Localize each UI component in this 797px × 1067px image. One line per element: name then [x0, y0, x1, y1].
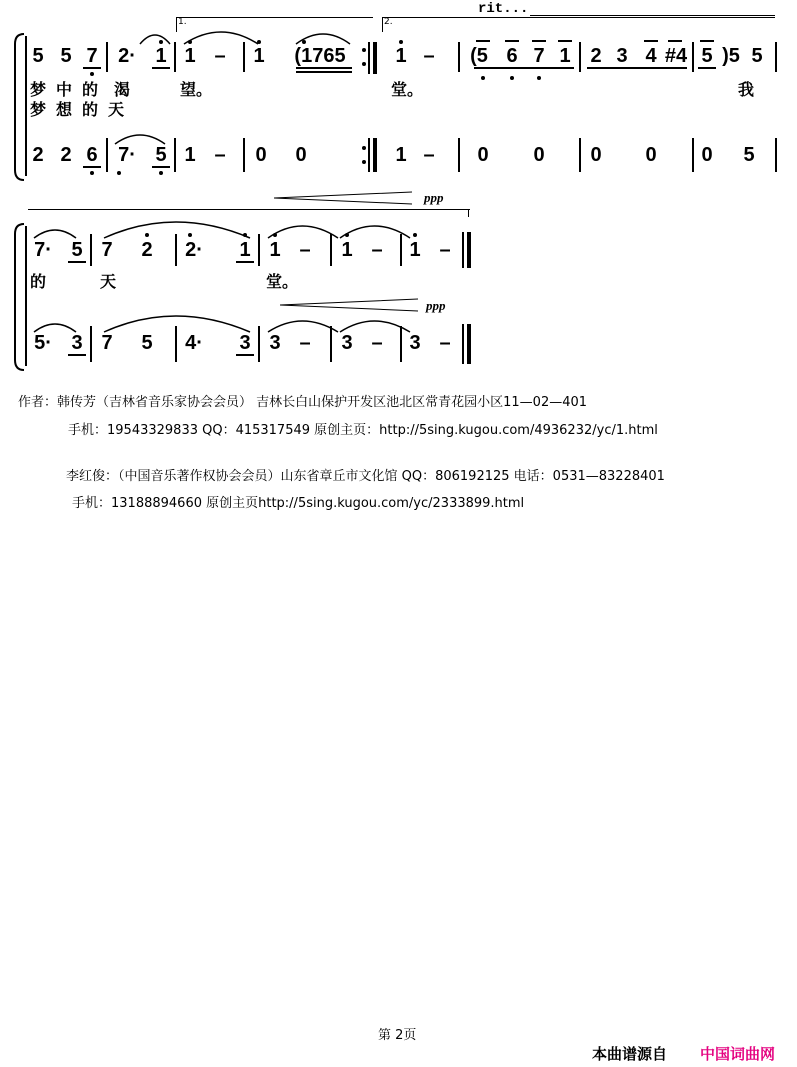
note: – [299, 332, 311, 354]
slur [105, 20, 185, 48]
note: 5 [32, 45, 44, 67]
note: 0 [590, 144, 602, 166]
underline [698, 67, 716, 69]
lyric: 的 [82, 80, 99, 99]
note: 1 [184, 45, 196, 67]
system-start-line [25, 226, 27, 366]
note: 1 [395, 45, 407, 67]
barline [90, 326, 92, 362]
note: – [371, 332, 383, 354]
source-label: 本曲谱源自 [592, 1045, 668, 1063]
overbar [476, 40, 490, 42]
note: )5 [722, 45, 740, 67]
slur [288, 20, 368, 48]
final-barline-thick [467, 324, 471, 364]
repeat-barline [368, 138, 370, 172]
dynamic-ppp: ppp [424, 190, 444, 205]
credit-author-2-contact: 手机：13188894660 原创主页http://5sing.kugou.com/yc/2333899.html [72, 496, 525, 511]
note: 7 [86, 45, 98, 67]
slur [100, 212, 260, 242]
repeat-dot [362, 48, 366, 52]
octave-dot-low [90, 72, 94, 76]
note: 2· [118, 45, 136, 67]
note: 4 [645, 45, 657, 67]
system-bracket [12, 32, 26, 182]
repeat-barline [368, 42, 370, 74]
note: 1 [184, 144, 196, 166]
note: (5 [470, 45, 488, 67]
slur [30, 312, 90, 336]
underline [68, 354, 86, 356]
overbar [505, 40, 519, 42]
credit-author-1-contact: 手机：19543329833 QQ：415317549 原创主页：http://5sing.kugou.com/4936232/yc/1.html [68, 423, 658, 438]
underline [236, 261, 254, 263]
barline [458, 138, 460, 172]
underline [296, 71, 352, 73]
note: 5 [141, 332, 153, 354]
tempo-mark: rit... [478, 1, 529, 17]
note: 1 [253, 45, 265, 67]
note: 3 [71, 332, 83, 354]
note: 1 [409, 239, 421, 261]
note: 7 [101, 239, 113, 261]
note: – [423, 144, 435, 166]
overbar [532, 40, 546, 42]
barline [243, 138, 245, 172]
crescendo-hairpin [272, 190, 422, 210]
repeat-barline-thick [373, 42, 377, 74]
slur [30, 218, 90, 242]
note: 5 [743, 144, 755, 166]
lyric: 想 [56, 100, 73, 119]
slur [176, 20, 286, 48]
slur [336, 214, 416, 242]
note: 0 [701, 144, 713, 166]
slur [105, 122, 185, 148]
final-barline [462, 324, 464, 364]
slur [264, 310, 344, 336]
note: 3 [409, 332, 421, 354]
note: – [214, 144, 226, 166]
lyric: 天 [100, 272, 117, 291]
octave-dot-low [90, 171, 94, 175]
note: – [371, 239, 383, 261]
note: 6 [86, 144, 98, 166]
note: 2 [141, 239, 153, 261]
overbar [558, 40, 572, 42]
note: 3 [269, 332, 281, 354]
note: 0 [645, 144, 657, 166]
note: 3 [616, 45, 628, 67]
note: 5 [60, 45, 72, 67]
lyric: 我 [738, 80, 755, 99]
note: 7 [533, 45, 545, 67]
underline [68, 261, 86, 263]
underline [152, 67, 170, 69]
note: 5· [34, 332, 52, 354]
barline [90, 234, 92, 266]
underline [587, 67, 687, 69]
credit-author-1: 作者：韩传芳（吉林省音乐家协会会员） 吉林长白山保护开发区池北区常青花园小区11—02—401 [18, 395, 588, 410]
credit-author-2: 李红俊：（中国音乐著作权协会会员）山东省章丘市文化馆 QQ：806192125 电话：0531—83228401 [66, 469, 665, 484]
phrase-line-end [468, 209, 469, 217]
underline [83, 166, 101, 168]
overbar [700, 40, 714, 42]
slur [264, 214, 344, 242]
phrase-line [28, 209, 470, 210]
octave-dot-low [117, 171, 121, 175]
repeat-dot [362, 146, 366, 150]
lyric: 的 [30, 272, 47, 291]
underline [296, 67, 352, 69]
note: – [439, 239, 451, 261]
underline [152, 166, 170, 168]
note: 5 [71, 239, 83, 261]
note: – [214, 45, 226, 67]
volta-1-label: 1. [178, 17, 187, 27]
note: 6 [506, 45, 518, 67]
note: 3 [341, 332, 353, 354]
underline [236, 354, 254, 356]
lyric: 梦 [30, 100, 47, 119]
slur [100, 306, 260, 336]
note: 1 [559, 45, 571, 67]
underline [83, 67, 101, 69]
dynamic-ppp: ppp [426, 298, 446, 313]
note: 5 [701, 45, 713, 67]
note: 1 [269, 239, 281, 261]
note: 3 [239, 332, 251, 354]
note: 5 [155, 144, 167, 166]
lyric: 中 [56, 80, 73, 99]
note: 5 [751, 45, 763, 67]
final-barline-thick [467, 232, 471, 268]
system-bracket [12, 222, 26, 372]
final-barline [462, 232, 464, 268]
lyric: 堂。 [391, 80, 424, 99]
repeat-dot [362, 62, 366, 66]
lyric: 梦 [30, 80, 47, 99]
lyric: 堂。 [266, 272, 299, 291]
rit-line [530, 15, 775, 16]
overbar [668, 40, 682, 42]
octave-dot-low [510, 76, 514, 80]
note: 2· [185, 239, 203, 261]
overbar [644, 40, 658, 42]
note: 1 [395, 144, 407, 166]
octave-dot-low [481, 76, 485, 80]
note: – [299, 239, 311, 261]
note: 7· [34, 239, 52, 261]
note: 1 [155, 45, 167, 67]
octave-dot-low [159, 171, 163, 175]
note: #4 [664, 45, 688, 67]
note: 0 [477, 144, 489, 166]
lyric: 天 [108, 100, 125, 119]
note: – [423, 45, 435, 67]
barline [775, 42, 777, 72]
note: 2 [590, 45, 602, 67]
note: 0 [295, 144, 307, 166]
note: 0 [533, 144, 545, 166]
note: (1765 [294, 45, 346, 67]
note: 2 [60, 144, 72, 166]
page-number: 第 2页 [378, 1028, 417, 1043]
note: 0 [255, 144, 267, 166]
note: – [439, 332, 451, 354]
lyric: 的 [82, 100, 99, 119]
volta-2-bracket [382, 17, 775, 32]
slur [336, 310, 416, 336]
octave-dot-high [399, 40, 403, 44]
lyric: 渴 [114, 80, 131, 99]
note: 1 [341, 239, 353, 261]
barline [692, 42, 694, 72]
lyric: 望。 [180, 80, 213, 99]
barline [692, 138, 694, 172]
note: 2 [32, 144, 44, 166]
note: 4· [185, 332, 203, 354]
note: 7 [101, 332, 113, 354]
repeat-dot [362, 160, 366, 164]
volta-2-label: 2. [384, 17, 393, 27]
barline [579, 138, 581, 172]
barline [458, 42, 460, 72]
octave-dot-low [537, 76, 541, 80]
repeat-barline-thick [373, 138, 377, 172]
barline [775, 138, 777, 172]
note: 7· [118, 144, 136, 166]
barline [579, 42, 581, 72]
note: 1 [239, 239, 251, 261]
system-start-line [25, 36, 27, 176]
underline [474, 67, 574, 69]
source-site-link[interactable]: 中国词曲网 [700, 1045, 776, 1063]
